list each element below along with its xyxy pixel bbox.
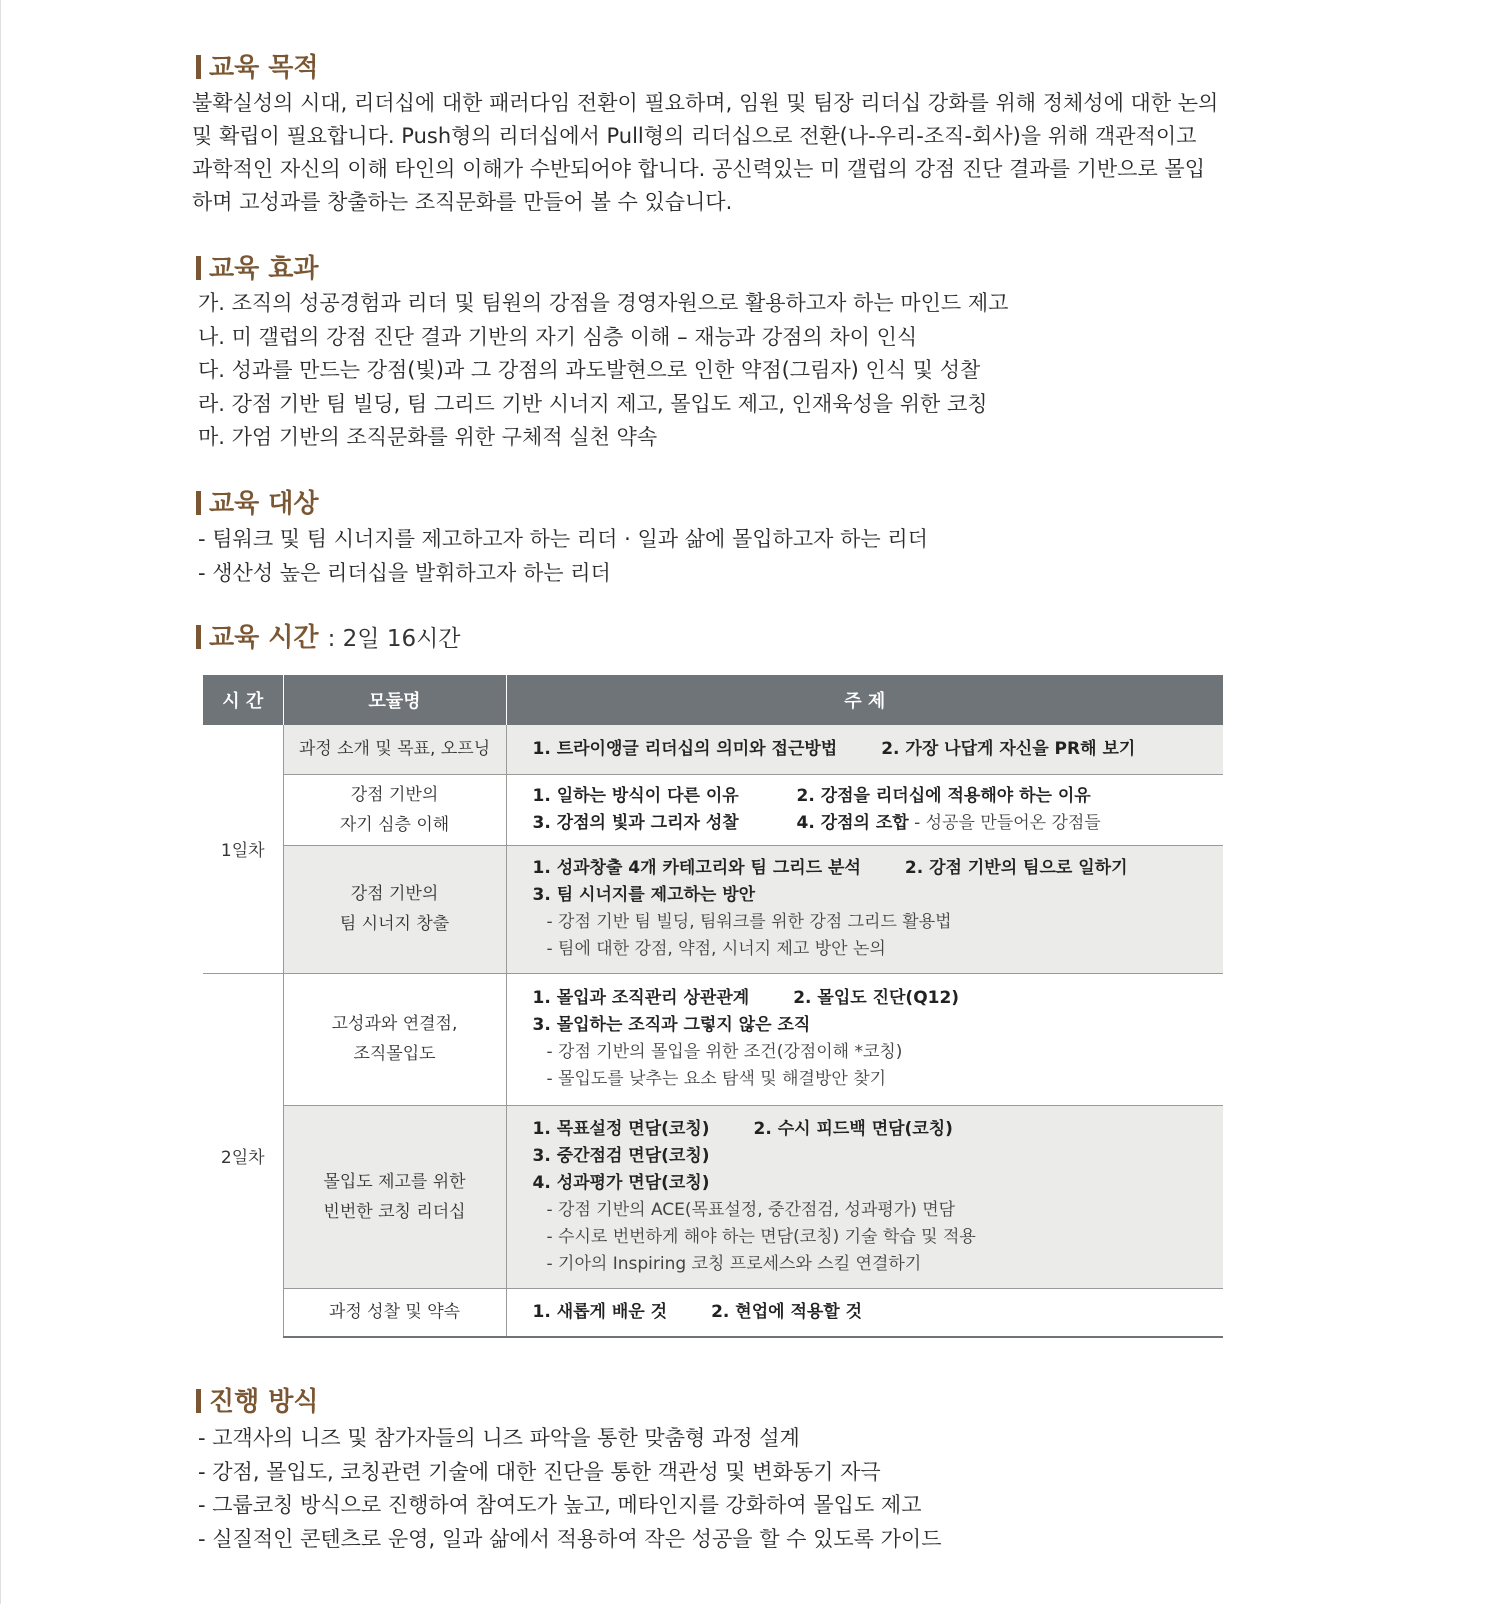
topic-detail: - 강점 기반의 몰입을 위한 조건(강점이해 *코칭) (546, 1042, 903, 1062)
section-effect-heading (196, 253, 319, 285)
topic-detail: - 강점 기반 팀 빌딩, 팀워크를 위한 강점 그리드 활용법 (546, 912, 952, 932)
table-row (203, 1105, 1223, 1288)
topic-item: 2. 강점 기반의 팀으로 일하기 (904, 858, 1128, 878)
topic-item: 1. 목표설정 면담(코칭) (532, 1118, 710, 1139)
topic-line: 3. 중간점검 면담(코칭) (532, 1145, 710, 1166)
heading-bar (196, 1389, 201, 1413)
table-row (203, 973, 1223, 1105)
purpose-line: 과학적인 자신의 이해 타인의 이해가 수반되어야 합니다. 공신력있는 미 갤럽의 강점 진단 결과를 기반으로 몰입 (192, 157, 1205, 181)
topic-detail: - 기아의 Inspiring 코칭 프로세스와 스킬 연결하기 (546, 1253, 922, 1274)
table-row (203, 845, 1223, 973)
topic-item: 2. 수시 피드백 면담(코칭) (753, 1118, 953, 1139)
section-purpose-heading (196, 52, 319, 84)
topic-line (533, 783, 1224, 810)
topic-line (533, 1116, 1224, 1143)
topic-item: 1. 새롭게 배운 것 (532, 1301, 668, 1322)
list-item: - 고객사의 니즈 및 참가자들의 니즈 파악을 통한 맞춤형 과정 설계 (198, 1426, 800, 1450)
topic-detail: - 팀에 대한 강점, 약점, 시너지 제고 방안 논의 (546, 939, 886, 959)
list-item: - 생산성 높은 리더십을 발휘하고자 하는 리더 (198, 560, 611, 585)
day-cell: 1일차 (203, 725, 283, 973)
topic-line (533, 736, 1224, 763)
topic-item: 3. 강점의 빛과 그리자 성찰 (532, 812, 739, 833)
page-left-border (0, 0, 1, 1604)
module-name: 과정 소개 및 목표, 오프닝 (298, 739, 491, 760)
topic-item: 1. 트라이앵글 리더십의 의미와 접근방법 (532, 738, 838, 759)
topic-cell (506, 774, 1223, 845)
table-row (203, 774, 1223, 845)
topic-detail: - 수시로 번번하게 해야 하는 면담(코칭) 기술 학습 및 적용 (546, 1226, 976, 1247)
heading-bar (196, 256, 201, 280)
module-cell (283, 973, 506, 1105)
list-item: 다. 성과를 만드는 강점(빛)과 그 강점의 과도발현으로 인한 약점(그림자) 인식 및 성찰 (198, 358, 981, 382)
time-value: : 2일 16시간 (327, 626, 461, 652)
table-row (203, 725, 1223, 774)
section-time-heading (196, 622, 461, 655)
purpose-paragraph (192, 87, 1272, 219)
topic-line (533, 985, 1224, 1012)
topic-item: 1. 몰입과 조직관리 상관관계 (532, 988, 750, 1008)
day-cell: 2일차 (203, 973, 283, 1337)
topic-detail: - 강점 기반의 ACE(목표설정, 중간점검, 성과평가) 면담 (546, 1199, 956, 1220)
module-name: 조직몰입도 (353, 1044, 436, 1064)
list-item: 라. 강점 기반 팀 빌딩, 팀 그리드 기반 시너지 제고, 몰입도 제고, 인재육성을 위한 코칭 (198, 391, 988, 416)
list-item: 가. 조직의 성공경험과 리더 및 팀원의 강점을 경영자원으로 활용하고자 하는 마인드 제고 (198, 291, 1009, 315)
topic-cell (506, 1288, 1223, 1337)
module-cell (283, 774, 506, 845)
list-item: - 실질적인 콘텐츠로 운영, 일과 삶에서 적용하여 작은 성공을 할 수 있도록 가이드 (198, 1526, 942, 1551)
heading-bar (196, 55, 201, 79)
section-title: 교육 목적 (209, 53, 319, 83)
topic-line (533, 855, 1224, 882)
module-name: 고성과와 연결점, (331, 1014, 458, 1034)
topic-line (533, 1299, 1224, 1326)
section-method-heading (196, 1386, 319, 1418)
list-item: - 강점, 몰입도, 코칭관련 기술에 대한 진단을 통한 객관성 및 변화동기 자극 (198, 1459, 881, 1484)
section-target-heading (196, 488, 319, 520)
module-cell (283, 845, 506, 973)
module-name: 과정 성찰 및 약속 (328, 1302, 461, 1323)
topic-item: 2. 가장 나답게 자신을 PR해 보기 (881, 738, 1136, 759)
topic-item: 4. 강점의 조합 (796, 812, 909, 833)
topic-item: 2. 현업에 적용할 것 (711, 1301, 863, 1322)
section-title: 교육 시간 (209, 623, 319, 653)
schedule-table (203, 675, 1223, 1338)
topic-cell (506, 845, 1223, 973)
topic-line: 3. 팀 시너지를 제고하는 방안 (532, 885, 756, 905)
list-item: 마. 가엄 기반의 조직문화를 위한 구체적 실천 약속 (198, 425, 658, 449)
list-item: - 그룹코칭 방식으로 진행하여 참여도가 높고, 메타인지를 강화하여 몰입도 제고 (198, 1493, 922, 1517)
method-list (198, 1422, 942, 1556)
header-topic: 주 제 (506, 675, 1223, 725)
topic-cell (506, 1105, 1223, 1288)
topic-cell (506, 973, 1223, 1105)
topic-note: - 성공을 만들어온 강점들 (908, 812, 1101, 833)
module-name: 강점 기반의 (350, 784, 439, 805)
topic-cell (506, 725, 1223, 774)
topic-line (533, 810, 1224, 837)
module-cell (283, 725, 506, 774)
purpose-line: 불확실성의 시대, 리더십에 대한 패러다임 전환이 필요하며, 임원 및 팀장 리더십 강화를 위해 정체성에 대한 논의 (192, 91, 1219, 115)
topic-item: 2. 강점을 리더십에 적용해야 하는 이유 (796, 785, 1091, 806)
target-list (198, 523, 928, 590)
topic-detail: - 몰입도를 낮추는 요소 탐색 및 해결방안 찾기 (546, 1069, 887, 1089)
heading-bar (196, 491, 201, 515)
section-title: 교육 대상 (209, 489, 319, 519)
purpose-line: 및 확립이 필요합니다. Push형의 리더십에서 Pull형의 리더십으로 전환(나-우리-조직-회사)을 위해 객관적이고 (192, 124, 1197, 148)
list-item: - 팀워크 및 팀 시너지를 제고하고자 하는 리더 · 일과 삶에 몰입하고자 하는 리더 (198, 527, 928, 551)
module-name: 팀 시너지 창출 (339, 914, 450, 934)
module-cell (283, 1105, 506, 1288)
topic-item: 1. 성과창출 4개 카테고리와 팀 그리드 분석 (532, 858, 861, 878)
module-name: 강점 기반의 (350, 884, 439, 904)
module-name: 자기 심층 이해 (339, 814, 450, 835)
table-header-row (203, 675, 1223, 725)
topic-item: 1. 일하는 방식이 다른 이유 (532, 785, 739, 806)
heading-bar (196, 625, 201, 649)
purpose-line: 하며 고성과를 창출하는 조직문화를 만들어 볼 수 있습니다. (192, 190, 733, 214)
header-time: 시 간 (203, 675, 283, 725)
table-row (203, 1288, 1223, 1337)
module-name: 빈번한 코칭 리더십 (323, 1201, 466, 1222)
section-title: 교육 효과 (209, 254, 319, 284)
header-module: 모듈명 (283, 675, 506, 725)
effect-list (198, 287, 1008, 455)
module-cell (283, 1288, 506, 1337)
topic-line: 3. 몰입하는 조직과 그렇지 않은 조직 (532, 1015, 811, 1035)
topic-item: 2. 몰입도 진단(Q12) (793, 988, 960, 1008)
list-item: 나. 미 갤럽의 강점 진단 결과 기반의 자기 심층 이해 – 재능과 강점의 차이 인식 (198, 324, 918, 349)
module-name: 몰입도 제고를 위한 (323, 1171, 466, 1192)
topic-line: 4. 성과평가 면담(코칭) (532, 1172, 710, 1193)
section-title: 진행 방식 (209, 1387, 319, 1417)
